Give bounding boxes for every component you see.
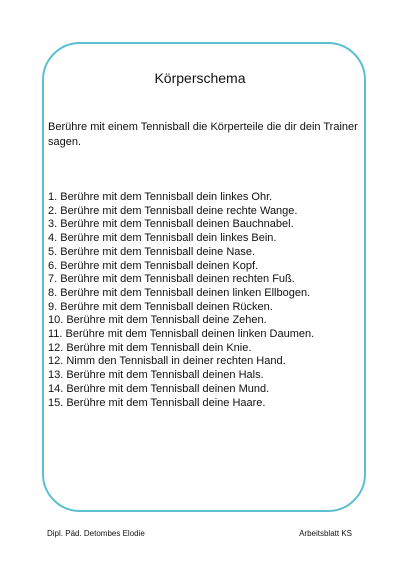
worksheet-instructions: Berühre mit einem Tennisball die Körperteile die dir dein Trainer sagen. [48, 121, 358, 148]
exercise-item: 15. Berühre mit dem Tennisball deine Haare. [48, 396, 266, 409]
exercise-item: 7. Berühre mit dem Tennisball deinen rechten Fuß. [48, 273, 295, 286]
exercise-item: 4. Berühre mit dem Tennisball dein linkes Bein. [48, 232, 277, 245]
exercise-item: 8. Berühre mit dem Tennisball deinen linken Ellbogen. [48, 286, 311, 299]
exercise-item: 13. Berühre mit dem Tennisball deinen Hals. [48, 369, 264, 382]
exercise-item: 12. Berühre mit dem Tennisball dein Knie. [48, 341, 252, 354]
exercise-list [48, 191, 314, 410]
exercise-item: 10. Berühre mit dem Tennisball deine Zehen. [48, 314, 267, 327]
exercise-item: 2. Berühre mit dem Tennisball deine rechte Wange. [48, 204, 298, 217]
exercise-item: 11. Berühre mit dem Tennisball deinen linken Daumen. [48, 328, 315, 341]
exercise-item: 6. Berühre mit dem Tennisball deinen Kopf. [48, 259, 259, 272]
worksheet-title: Körperschema [154, 70, 246, 86]
exercise-item: 5. Berühre mit dem Tennisball deine Nase. [48, 245, 256, 258]
footer-author: Dipl. Päd. Detombes Elodie [47, 529, 145, 538]
footer-sheet-label: Arbeitsblatt KS [299, 529, 352, 538]
exercise-item: 1. Berühre mit dem Tennisball dein linkes Ohr. [48, 191, 273, 203]
exercise-item: 9. Berühre mit dem Tennisball deinen Rücken. [48, 300, 273, 313]
exercise-item: 12. Nimm den Tennisball in deiner rechten Hand. [48, 355, 286, 368]
exercise-item: 3. Berühre mit dem Tennisball deinen Bauchnabel. [48, 218, 294, 231]
exercise-item: 14. Berühre mit dem Tennisball deinen Mund. [48, 382, 270, 395]
